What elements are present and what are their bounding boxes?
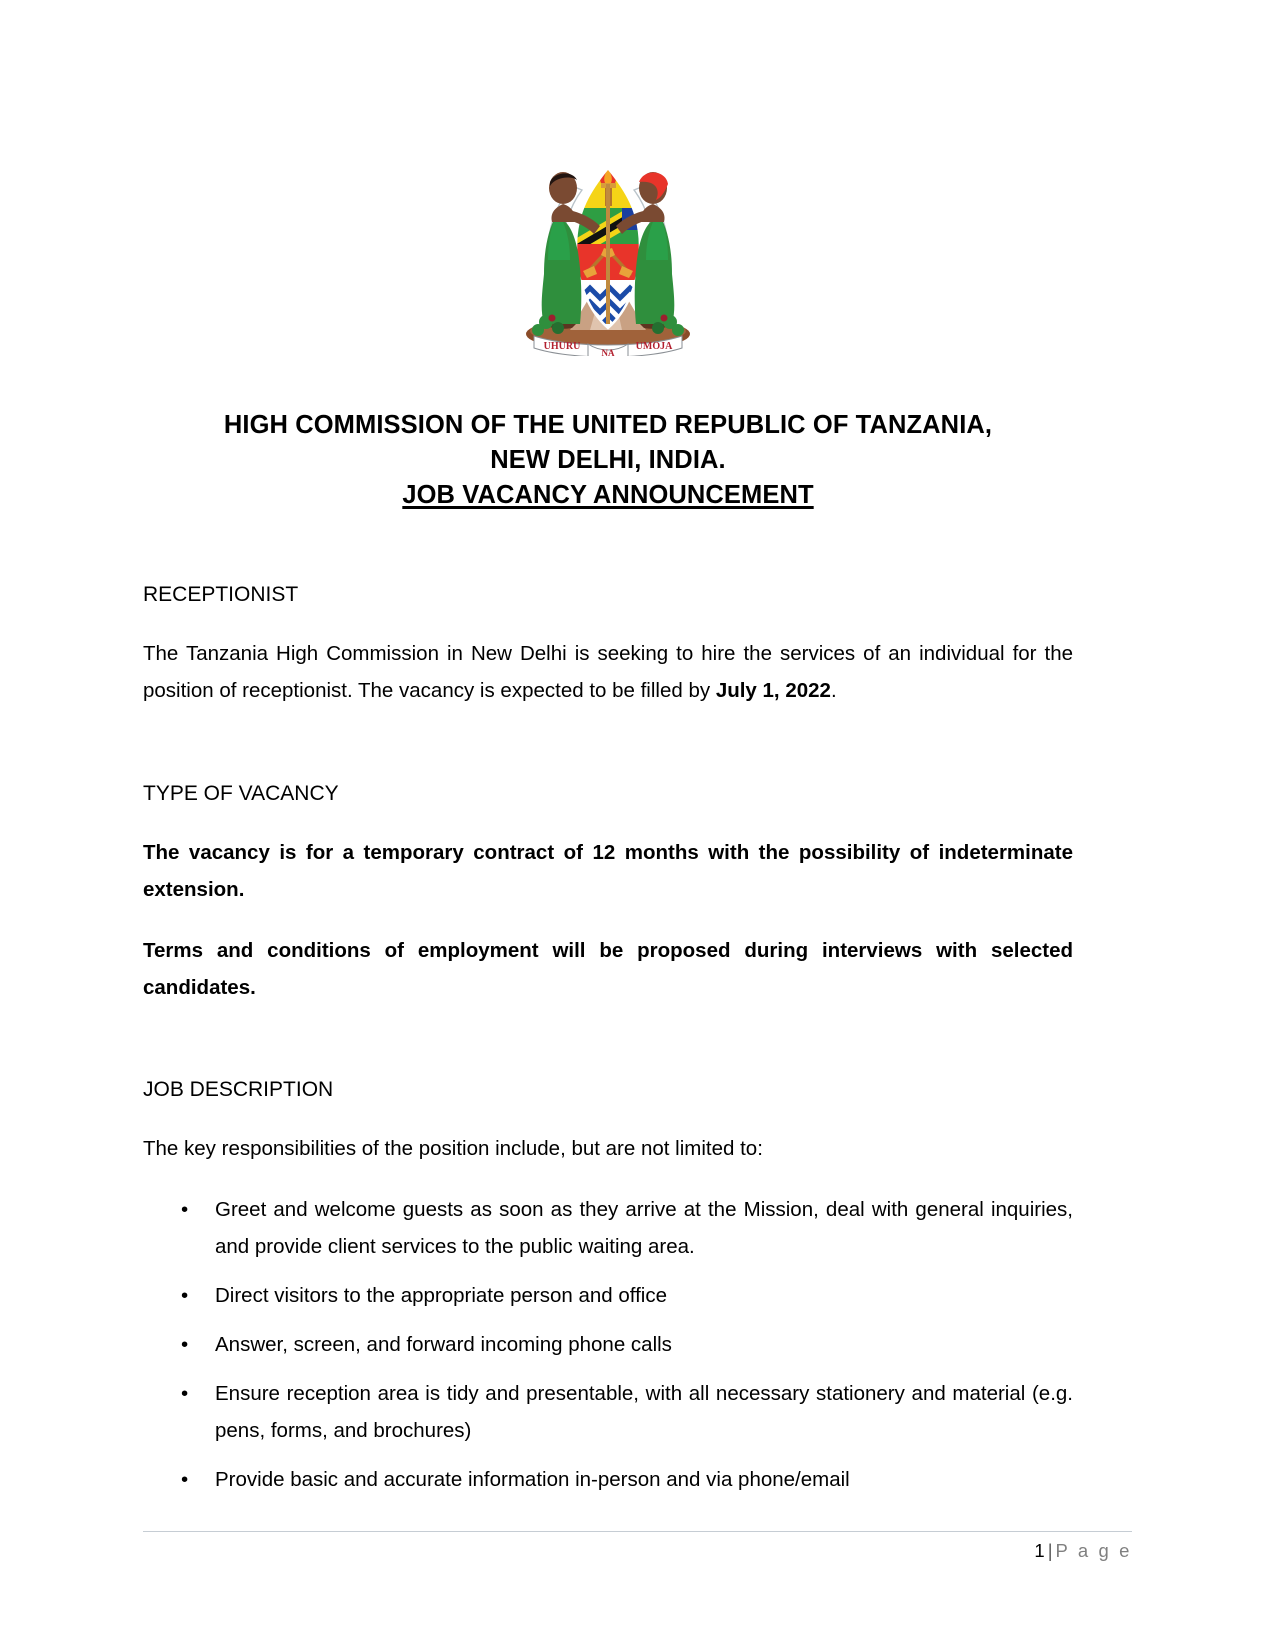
list-item-text: Answer, screen, and forward incoming phone calls [215,1333,672,1356]
list-item-text: Provide basic and accurate information in-person and via phone/email [215,1468,850,1491]
bullet-icon: • [181,1333,189,1356]
section-heading-receptionist: RECEPTIONIST [143,583,299,606]
list-item [143,1326,1073,1363]
list-item-text: Ensure reception area is tidy and presentable, with all necessary stationery and material (e.g. pens, forms, and brochures) [215,1382,1073,1442]
footer-separator: | [1047,1540,1053,1561]
responsibilities-list [143,1191,1073,1498]
paragraph-vacancy-terms-conditions: Terms and conditions of employment will be proposed during interviews with selected candidates. [143,939,1073,999]
list-item-text: Direct visitors to the appropriate person and office [215,1284,668,1307]
list-item [143,1461,1073,1498]
page-footer [143,1531,1132,1562]
run-period: . [830,679,837,702]
list-item [143,1375,1073,1449]
paragraph-vacancy-term: The vacancy is for a temporary contract of 12 months with the possibility of indeterminate extension. [143,841,1073,901]
bullet-icon: • [181,1382,189,1405]
page-title [143,408,1073,513]
paragraph-job-description-intro: The key responsibilities of the position include, but are not limited to: [143,1137,763,1160]
title-line-1: HIGH COMMISSION OF THE UNITED REPUBLIC OF TANZANIA, [223,411,993,439]
footer-page-word: P a g e [1055,1540,1132,1561]
list-item-text: Greet and welcome guests as soon as they arrive at the Mission, deal with general inquiries, and provide client services to the public waiting area. [215,1198,1073,1258]
bullet-icon: • [181,1198,189,1221]
title-line-3: JOB VACANCY ANNOUNCEMENT [402,481,814,509]
list-item [143,1277,1073,1314]
emblem-motto-left: UHURU [543,341,581,352]
run-date-bold: July 1, 2022 [715,679,831,702]
document-content [143,0,1073,1498]
tanzania-coat-of-arms-icon [510,138,706,356]
run-text: The Tanzania High Commission in New Delhi is seeking to hire the services of an individual for the position of receptionist. The vacancy is expected to be filled by [143,642,1073,702]
section-heading-job-description: JOB DESCRIPTION [143,1078,334,1101]
paragraph-receptionist [143,635,1073,709]
footer-page-number: 1 [1034,1540,1045,1561]
list-item [143,1191,1073,1265]
section-heading-type-of-vacancy: TYPE OF VACANCY [143,782,339,805]
emblem-motto-center: NA [601,348,615,356]
bullet-icon: • [181,1468,189,1491]
title-line-2: NEW DELHI, INDIA. [490,446,726,474]
emblem-motto-right: UMOJA [635,341,673,352]
emblem-container [143,0,1073,356]
bullet-icon: • [181,1284,189,1307]
